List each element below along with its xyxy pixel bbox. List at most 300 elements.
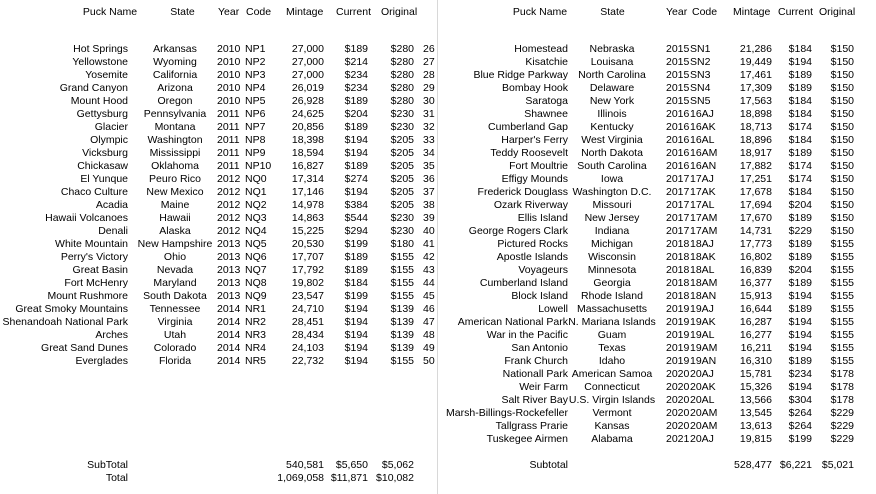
cell-mintage: 24,103 [291, 342, 324, 354]
right-table-row[interactable] [0, 264, 876, 277]
cell-year: 2012 [217, 212, 241, 224]
cell-mintage: 17,461 [739, 69, 772, 81]
cell-code: SN4 [690, 82, 711, 94]
cell-name: Salt River Bay [501, 394, 568, 406]
cell-num: 36 [423, 173, 435, 185]
cell-original: $230 [390, 121, 414, 133]
cell-num: 45 [423, 290, 435, 302]
cell-current: $194 [788, 290, 812, 302]
cell-name: Everglades [75, 355, 128, 367]
cell-current: $194 [344, 303, 368, 315]
cell-name: Mount Hood [70, 95, 128, 107]
cell-original: $150 [830, 212, 854, 224]
cell-code: 18AK [690, 251, 716, 263]
header-code-right: Code [692, 6, 718, 18]
cell-name: Frederick Douglass [477, 186, 568, 198]
cell-current: $189 [788, 277, 812, 289]
cell-name: Saratoga [525, 95, 568, 107]
cell-state: New Mexico [146, 186, 204, 198]
cell-state: Maine [160, 199, 190, 211]
cell-mintage: 17,314 [291, 173, 324, 185]
cell-original: $150 [830, 199, 854, 211]
cell-current: $194 [788, 329, 812, 341]
header-state: State [170, 6, 195, 18]
cell-name: San Antonio [511, 342, 568, 354]
cell-year: 2012 [217, 199, 241, 211]
cell-code: 20AM [690, 420, 718, 432]
cell-mintage: 17,146 [291, 186, 324, 198]
header-puck-name-right: Puck Name [512, 6, 568, 18]
cell-original: $150 [830, 56, 854, 68]
cell-mintage: 16,377 [739, 277, 772, 289]
cell-current: $189 [788, 147, 812, 159]
cell-name: Great Sand Dunes [41, 342, 128, 354]
cell-name: Effigy Mounds [501, 173, 568, 185]
cell-original: $205 [390, 160, 414, 172]
cell-code: NP1 [245, 43, 266, 55]
left-total-label: Total [105, 472, 128, 484]
cell-name: Perry's Victory [60, 251, 128, 263]
cell-num: 26 [423, 43, 435, 55]
header-year-right: Year [666, 6, 688, 18]
cell-code: 17AM [690, 212, 718, 224]
cell-year: 2010 [217, 56, 241, 68]
cell-current: $194 [344, 355, 368, 367]
right-table-row[interactable] [0, 251, 876, 264]
cell-state: N. Mariana Islands [568, 316, 656, 328]
cell-state: Mississippi [149, 147, 201, 159]
cell-code: NQ6 [245, 251, 267, 263]
cell-mintage: 13,613 [739, 420, 772, 432]
cell-num: 48 [423, 329, 435, 341]
cell-state: Florida [158, 355, 192, 367]
left-total-row[interactable] [0, 472, 876, 485]
cell-current: $274 [344, 173, 368, 185]
cell-original: $150 [830, 147, 854, 159]
cell-year: 2021 [666, 433, 690, 445]
cell-state: American Samoa [571, 368, 653, 380]
cell-year: 2020 [666, 394, 690, 406]
cell-mintage: 18,594 [291, 147, 324, 159]
cell-num: 43 [423, 264, 435, 276]
right-table-row[interactable] [0, 212, 876, 225]
right-table-row[interactable] [0, 69, 876, 82]
header-year: Year [218, 6, 240, 18]
cell-year: 2014 [217, 342, 241, 354]
cell-original: $150 [830, 173, 854, 185]
cell-state: Michigan [590, 238, 634, 250]
right-table-row[interactable] [0, 147, 876, 160]
cell-num: 46 [423, 303, 435, 315]
cell-code: NP6 [245, 108, 266, 120]
cell-code: NP2 [245, 56, 266, 68]
cell-year: 2018 [666, 290, 690, 302]
cell-current: $194 [344, 342, 368, 354]
cell-mintage: 15,781 [739, 368, 772, 380]
cell-name: George Rogers Clark [468, 225, 568, 237]
cell-code: NP3 [245, 69, 266, 81]
cell-code: 20AL [690, 394, 715, 406]
left-subtotal-current: $5,650 [335, 459, 368, 471]
cell-current: $189 [344, 121, 368, 133]
cell-code: 16AN [690, 160, 717, 172]
left-total-current: $11,871 [330, 472, 368, 484]
cell-code: 16AK [690, 121, 716, 133]
right-table-row[interactable] [0, 199, 876, 212]
cell-current: $174 [788, 160, 812, 172]
cell-year: 2020 [666, 368, 690, 380]
right-table-row[interactable] [0, 238, 876, 251]
cell-mintage: 21,286 [739, 43, 772, 55]
right-table-row[interactable] [0, 82, 876, 95]
cell-state: Oklahoma [151, 160, 199, 172]
cell-original: $230 [390, 225, 414, 237]
cell-mintage: 27,000 [291, 43, 324, 55]
cell-state: California [152, 69, 198, 81]
cell-current: $189 [344, 95, 368, 107]
cell-current: $189 [344, 43, 368, 55]
cell-state: Ohio [163, 251, 187, 263]
cell-original: $150 [830, 95, 854, 107]
cell-mintage: 16,644 [739, 303, 772, 315]
cell-state: West Virginia [581, 134, 643, 146]
cell-year: 2018 [666, 251, 690, 263]
cell-code: NP10 [245, 160, 272, 172]
cell-mintage: 18,398 [291, 134, 324, 146]
cell-num: 31 [423, 108, 435, 120]
cell-num: 44 [423, 277, 435, 289]
cell-state: New Jersey [584, 212, 640, 224]
cell-current: $194 [344, 316, 368, 328]
cell-year: 2016 [666, 134, 690, 146]
right-table-row[interactable] [0, 186, 876, 199]
cell-mintage: 19,815 [739, 433, 772, 445]
cell-original: $229 [830, 433, 854, 445]
right-subtotal-original: $5,021 [821, 459, 854, 471]
cell-original: $139 [390, 342, 414, 354]
right-table-row[interactable] [0, 433, 876, 446]
cell-mintage: 17,670 [739, 212, 772, 224]
cell-year: 2010 [217, 95, 241, 107]
right-table-row[interactable] [0, 290, 876, 303]
cell-current: $189 [788, 82, 812, 94]
cell-current: $189 [788, 303, 812, 315]
cell-state: Massachusetts [576, 303, 648, 315]
cell-mintage: 15,225 [291, 225, 324, 237]
cell-year: 2018 [666, 277, 690, 289]
cell-mintage: 27,000 [291, 56, 324, 68]
right-table-row[interactable] [0, 407, 876, 420]
header-current: Current [336, 6, 372, 18]
cell-original: $280 [390, 95, 414, 107]
cell-name: Block Island [511, 290, 568, 302]
cell-state: Alaska [159, 225, 191, 237]
cell-name: Tallgrass Prarie [495, 420, 568, 432]
cell-year: 2016 [666, 121, 690, 133]
right-table-row[interactable] [0, 368, 876, 381]
cell-code: 18AM [690, 277, 718, 289]
cell-name: Grand Canyon [59, 82, 128, 94]
cell-year: 2017 [666, 186, 690, 198]
cell-mintage: 17,882 [739, 160, 772, 172]
cell-year: 2011 [217, 121, 240, 133]
cell-name: Lowell [538, 303, 568, 315]
cell-original: $155 [390, 277, 414, 289]
cell-original: $178 [830, 368, 854, 380]
cell-code: 20AJ [690, 368, 714, 380]
cell-year: 2019 [666, 329, 690, 341]
left-subtotal-label: SubTotal [87, 459, 128, 471]
cell-state: New Hampshire [137, 238, 213, 250]
cell-original: $155 [390, 251, 414, 263]
cell-current: $384 [344, 199, 368, 211]
cell-current: $194 [344, 134, 368, 146]
cell-original: $155 [830, 238, 854, 250]
right-table-row[interactable] [0, 342, 876, 355]
cell-code: NQ9 [245, 290, 267, 302]
cell-code: 17AL [690, 199, 715, 211]
cell-code: NQ3 [245, 212, 267, 224]
cell-name: Chickasaw [77, 160, 128, 172]
right-table-row[interactable] [0, 355, 876, 368]
cell-year: 2014 [217, 329, 241, 341]
header-current-right: Current [778, 6, 814, 18]
cell-code: NQ2 [245, 199, 267, 211]
cell-state: Arizona [157, 82, 193, 94]
cell-mintage: 17,251 [739, 173, 772, 185]
cell-name: Weir Farm [519, 381, 568, 393]
cell-state: South Dakota [143, 290, 207, 302]
header-mintage: Mintage [286, 6, 324, 18]
right-table-row[interactable] [0, 56, 876, 69]
cell-state: Rhode Island [581, 290, 643, 302]
cell-state: New York [589, 95, 635, 107]
header-puck-name: Puck Name [82, 6, 138, 18]
cell-year: 2011 [217, 160, 240, 172]
cell-current: $194 [344, 186, 368, 198]
cell-code: NR4 [245, 342, 267, 354]
cell-state: Oregon [157, 95, 193, 107]
cell-current: $184 [788, 108, 812, 120]
cell-original: $155 [830, 251, 854, 263]
cell-num: 49 [423, 342, 435, 354]
cell-original: $205 [390, 186, 414, 198]
cell-code: NQ8 [245, 277, 267, 289]
cell-name: Glacier [94, 121, 128, 133]
cell-current: $544 [344, 212, 368, 224]
cell-current: $199 [344, 238, 368, 250]
cell-year: 2011 [217, 134, 240, 146]
right-table-row[interactable] [0, 173, 876, 186]
cell-mintage: 18,713 [739, 121, 772, 133]
cell-year: 2010 [217, 43, 241, 55]
cell-original: $155 [390, 355, 414, 367]
right-table-row[interactable] [0, 420, 876, 433]
right-table-row[interactable] [0, 160, 876, 173]
cell-num: 28 [423, 69, 435, 81]
cell-original: $155 [390, 290, 414, 302]
cell-code: 17AM [690, 225, 718, 237]
cell-code: SN5 [690, 95, 711, 107]
right-table-row[interactable] [0, 316, 876, 329]
cell-original: $280 [390, 56, 414, 68]
left-subtotal-original: $5,062 [381, 459, 414, 471]
cell-year: 2016 [666, 147, 690, 159]
cell-year: 2013 [217, 264, 241, 276]
cell-state: Wyoming [153, 56, 197, 68]
cell-name: White Mountain [55, 238, 128, 250]
cell-current: $214 [344, 56, 368, 68]
cell-original: $139 [390, 329, 414, 341]
right-subtotal-label: Subtotal [529, 459, 568, 471]
cell-code: 17AJ [690, 173, 714, 185]
cell-year: 2011 [217, 147, 240, 159]
cell-current: $194 [788, 342, 812, 354]
cell-state: Virginia [157, 316, 193, 328]
right-table-row[interactable] [0, 121, 876, 134]
cell-num: 34 [423, 147, 435, 159]
cell-name: Fort Moultrie [509, 160, 568, 172]
cell-current: $184 [788, 43, 812, 55]
cell-current: $304 [788, 394, 812, 406]
cell-mintage: 16,839 [739, 264, 772, 276]
cell-current: $194 [344, 329, 368, 341]
cell-name: Frank Church [504, 355, 568, 367]
cell-year: 2017 [666, 199, 690, 211]
cell-year: 2014 [217, 303, 241, 315]
right-table-row[interactable] [0, 43, 876, 56]
cell-state: Kentucky [590, 121, 634, 133]
cell-current: $184 [788, 95, 812, 107]
cell-original: $178 [830, 381, 854, 393]
cell-code: NR1 [245, 303, 267, 315]
cell-year: 2015 [666, 43, 690, 55]
cell-code: SN1 [690, 43, 711, 55]
cell-current: $234 [344, 69, 368, 81]
right-table-row[interactable] [0, 394, 876, 407]
cell-year: 2020 [666, 420, 690, 432]
cell-year: 2011 [217, 108, 240, 120]
cell-year: 2013 [217, 238, 241, 250]
cell-mintage: 27,000 [291, 69, 324, 81]
cell-mintage: 19,449 [739, 56, 772, 68]
cell-original: $230 [390, 212, 414, 224]
right-table-row[interactable] [0, 277, 876, 290]
cell-current: $294 [344, 225, 368, 237]
left-total-mintage: 1,069,058 [277, 472, 324, 484]
right-table-row[interactable] [0, 134, 876, 147]
cell-year: 2017 [666, 225, 690, 237]
cell-code: 19AN [690, 355, 717, 367]
cell-current: $189 [788, 238, 812, 250]
right-table-row[interactable] [0, 303, 876, 316]
cell-name: Bombay Hook [502, 82, 568, 94]
right-table-row[interactable] [0, 381, 876, 394]
cell-name: Cumberland Island [479, 277, 568, 289]
cell-name: Apostle Islands [496, 251, 568, 263]
right-table-row[interactable] [0, 225, 876, 238]
cell-name: Mount Rushmore [47, 290, 128, 302]
cell-state: Arkansas [153, 43, 197, 55]
cell-original: $155 [830, 329, 854, 341]
cell-original: $155 [830, 264, 854, 276]
cell-original: $139 [390, 316, 414, 328]
cell-mintage: 16,310 [739, 355, 772, 367]
cell-year: 2014 [217, 355, 241, 367]
cell-num: 47 [423, 316, 435, 328]
cell-original: $178 [830, 394, 854, 406]
right-table-row[interactable] [0, 95, 876, 108]
cell-original: $205 [390, 173, 414, 185]
cell-current: $189 [788, 251, 812, 263]
cell-mintage: 17,707 [291, 251, 324, 263]
cell-name: Fort McHenry [64, 277, 128, 289]
cell-code: 20AK [690, 381, 716, 393]
cell-mintage: 13,566 [739, 394, 772, 406]
cell-name: Chaco Culture [60, 186, 128, 198]
cell-state: Alabama [591, 433, 633, 445]
cell-year: 2016 [666, 160, 690, 172]
cell-mintage: 16,802 [739, 251, 772, 263]
cell-year: 2012 [217, 173, 241, 185]
cell-num: 41 [423, 238, 435, 250]
cell-year: 2010 [217, 82, 241, 94]
cell-year: 2020 [666, 381, 690, 393]
cell-current: $199 [788, 433, 812, 445]
header-mintage-right: Mintage [733, 6, 771, 18]
cell-code: NQ4 [245, 225, 267, 237]
cell-code: 17AK [690, 186, 716, 198]
cell-original: $150 [830, 225, 854, 237]
cell-original: $150 [830, 121, 854, 133]
right-subtotal-mintage: 528,477 [734, 459, 772, 471]
cell-mintage: 17,563 [739, 95, 772, 107]
cell-code: NP8 [245, 134, 266, 146]
cell-current: $189 [344, 160, 368, 172]
cell-mintage: 16,211 [740, 342, 772, 354]
cell-state: Nebraska [589, 43, 635, 55]
right-table-row[interactable] [0, 108, 876, 121]
cell-year: 2013 [217, 277, 241, 289]
cell-code: 20AJ [690, 433, 714, 445]
cell-state: North Dakota [581, 147, 643, 159]
cell-year: 2012 [217, 186, 241, 198]
cell-name: War in the Pacific [486, 329, 568, 341]
cell-year: 2015 [666, 69, 690, 81]
cell-original: $280 [390, 69, 414, 81]
cell-original: $150 [830, 134, 854, 146]
right-subtotal-row[interactable] [0, 459, 876, 472]
cell-mintage: 24,625 [291, 108, 324, 120]
cell-mintage: 19,802 [291, 277, 324, 289]
cell-state: Illinois [597, 108, 627, 120]
cell-state: Guam [597, 329, 627, 341]
cell-code: 20AM [690, 407, 718, 419]
cell-current: $234 [344, 82, 368, 94]
cell-name: Great Basin [72, 264, 128, 276]
cell-name: Denali [98, 225, 128, 237]
cell-original: $155 [830, 290, 854, 302]
cell-name: Hawaii Volcanoes [45, 212, 128, 224]
cell-state: Minnesota [587, 264, 637, 276]
cell-current: $184 [788, 134, 812, 146]
right-table-row[interactable] [0, 329, 876, 342]
left-total-original: $10,082 [376, 472, 414, 484]
cell-mintage: 22,732 [291, 355, 324, 367]
header-original-right: Original [819, 6, 856, 18]
cell-code: NQ0 [245, 173, 267, 185]
cell-num: 50 [423, 355, 435, 367]
